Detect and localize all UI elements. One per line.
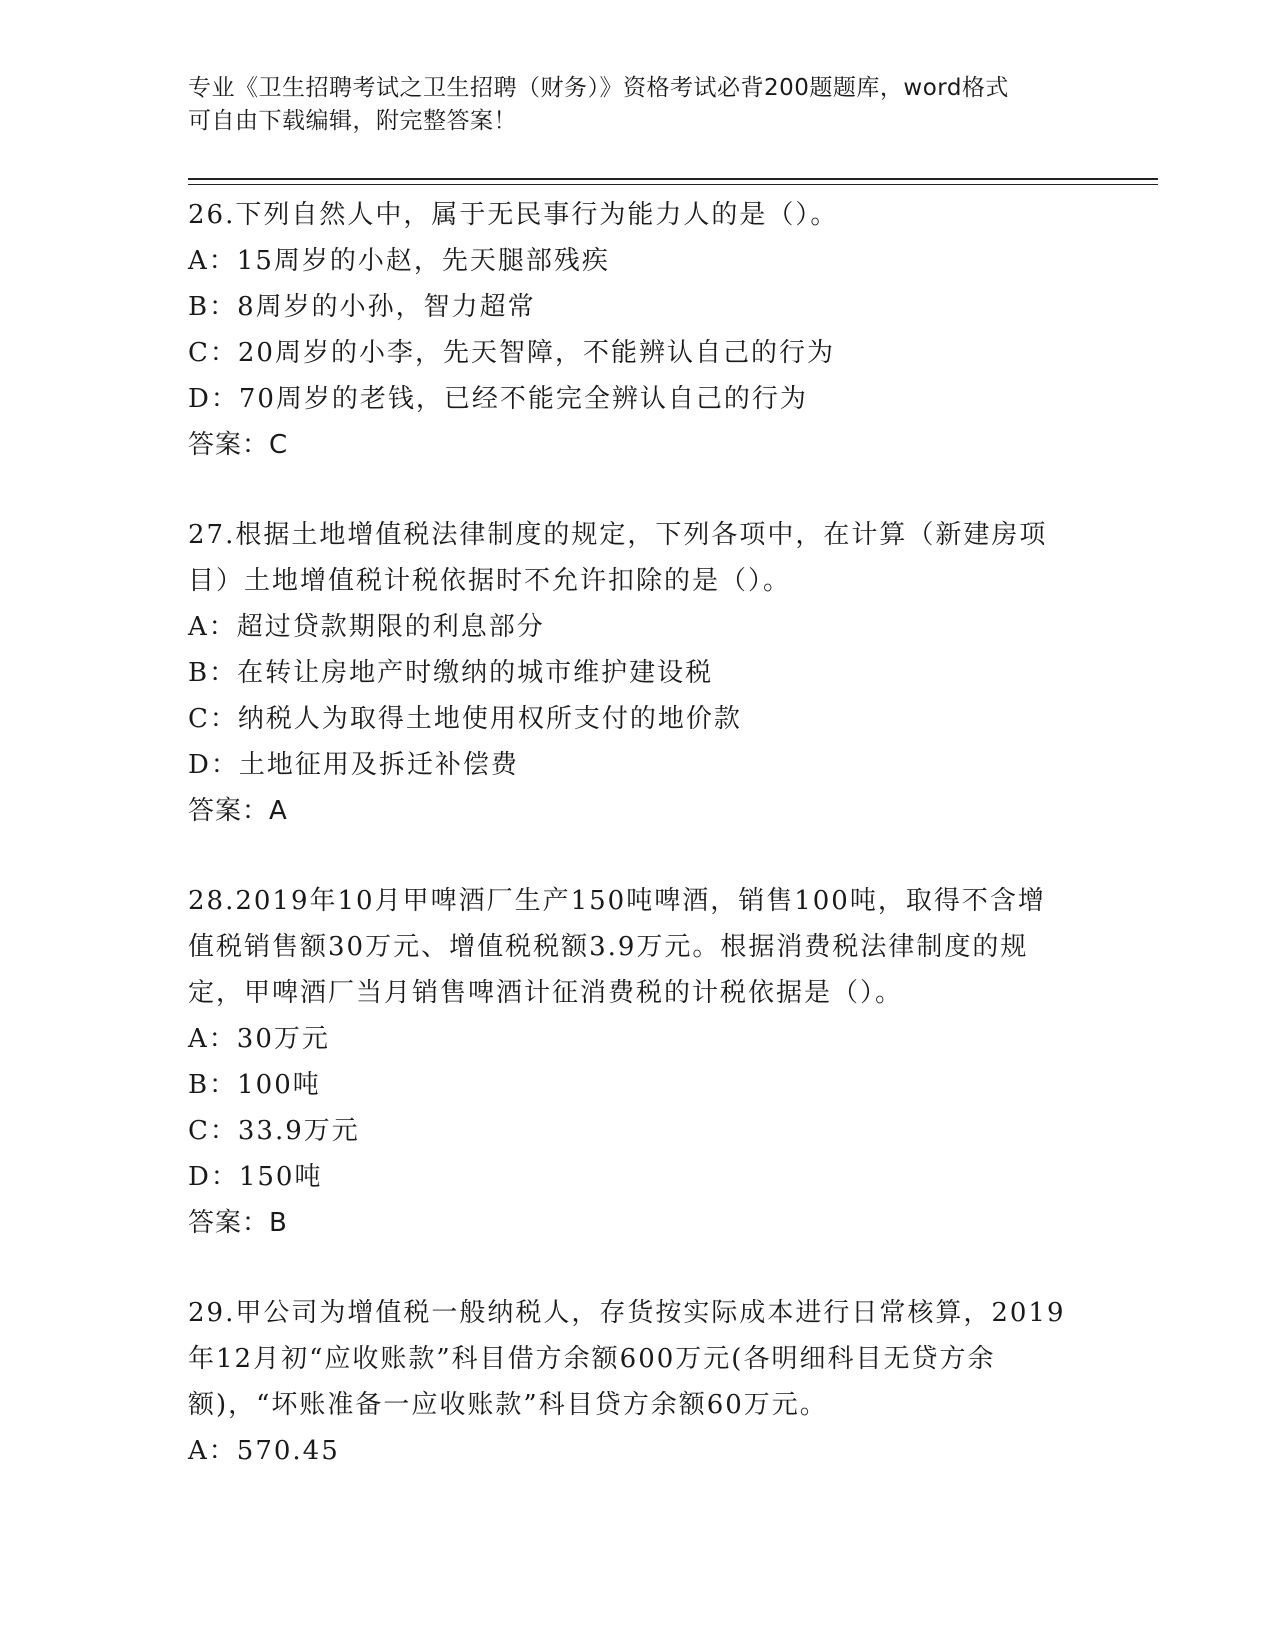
stem-line: 年12月初“应收账款”科目借方余额600万元(各明细科目无贷方余 bbox=[188, 1344, 996, 1374]
option-b: B：8周岁的小孙，智力超常 bbox=[188, 292, 536, 322]
question-stem bbox=[188, 512, 1088, 604]
stem-line: 定，甲啤酒厂当月销售啤酒计征消费税的计税依据是（）。 bbox=[188, 978, 904, 1008]
stem-line: 目）土地增值税计税依据时不允许扣除的是（）。 bbox=[188, 566, 792, 596]
stem-line: 26.下列自然人中，属于无民事行为能力人的是（）。 bbox=[188, 200, 839, 230]
stem-line: 27.根据土地增值税法律制度的规定，下列各项中，在计算（新建房项 bbox=[188, 520, 1048, 550]
option-a: A：超过贷款期限的利息部分 bbox=[188, 612, 545, 642]
option-a: A：15周岁的小赵，先天腿部残疾 bbox=[188, 246, 610, 276]
answer-label: 答案：C bbox=[188, 430, 289, 460]
option-a: A：30万元 bbox=[188, 1024, 330, 1054]
option-d: D：70周岁的老钱，已经不能完全辨认自己的行为 bbox=[188, 384, 808, 414]
header-divider-thick bbox=[188, 178, 1158, 180]
stem-line: 额)，“坏账准备一应收账款”科目贷方余额60万元。 bbox=[188, 1390, 828, 1420]
option-c: C：纳税人为取得土地使用权所支付的地价款 bbox=[188, 704, 742, 734]
question-list bbox=[188, 192, 1088, 1518]
question-28 bbox=[188, 878, 1088, 1246]
question-27 bbox=[188, 512, 1088, 834]
question-29 bbox=[188, 1290, 1088, 1474]
option-b: B：在转让房地产时缴纳的城市维护建设税 bbox=[188, 658, 714, 688]
stem-line: 29.甲公司为增值税一般纳税人，存货按实际成本进行日常核算，2019 bbox=[188, 1298, 1066, 1328]
answer-label: 答案：B bbox=[188, 1208, 288, 1238]
answer-label: 答案：A bbox=[188, 796, 288, 826]
option-c: C：20周岁的小李，先天智障，不能辨认自己的行为 bbox=[188, 338, 835, 368]
option-b: B：100吨 bbox=[188, 1070, 321, 1100]
option-d: D：150吨 bbox=[188, 1162, 323, 1192]
question-stem bbox=[188, 878, 1088, 1016]
question-stem bbox=[188, 1290, 1088, 1428]
stem-line: 28.2019年10月甲啤酒厂生产150吨啤酒，销售100吨，取得不含增 bbox=[188, 886, 1046, 916]
header-line-1: 专业《卫生招聘考试之卫生招聘（财务）》资格考试必背200题题库，word格式 bbox=[188, 75, 1009, 101]
header-divider-thin bbox=[188, 184, 1158, 185]
header-line-2: 可自由下载编辑，附完整答案！ bbox=[188, 108, 517, 134]
stem-line: 值税销售额30万元、增值税税额3.9万元。根据消费税法律制度的规 bbox=[188, 932, 1029, 962]
option-d: D：土地征用及拆迁补偿费 bbox=[188, 750, 519, 780]
option-a: A：570.45 bbox=[188, 1436, 340, 1466]
option-c: C：33.9万元 bbox=[188, 1116, 360, 1146]
question-26 bbox=[188, 192, 1088, 468]
document-header bbox=[188, 72, 1088, 138]
question-stem bbox=[188, 192, 1088, 238]
